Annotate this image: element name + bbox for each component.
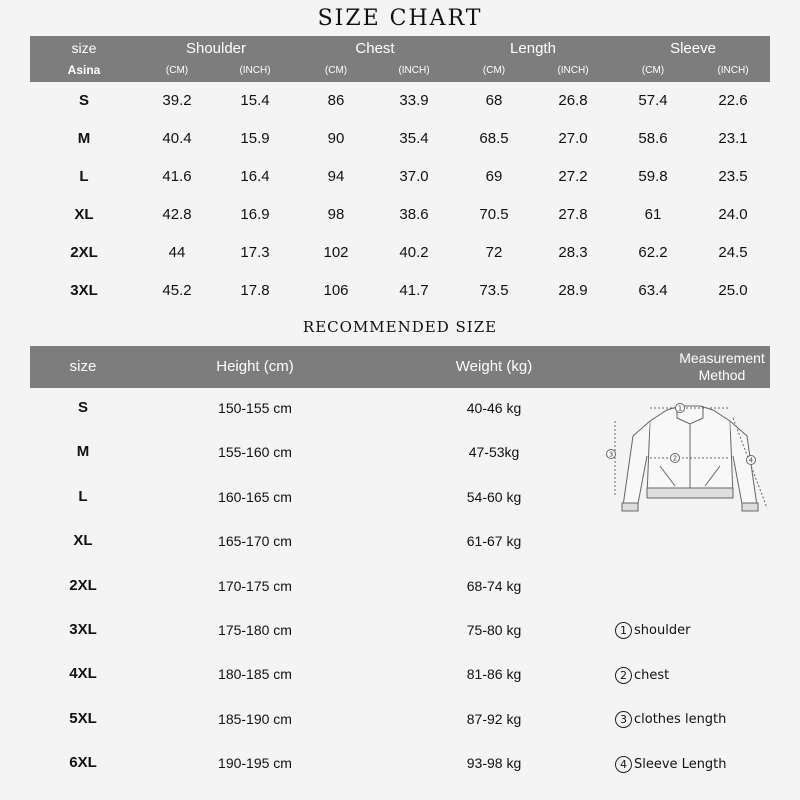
legend-number-icon: 4: [615, 756, 632, 773]
table-row: [30, 272, 770, 310]
table-row: [30, 430, 630, 474]
measurement-cell: 24.0: [718, 206, 748, 223]
recommended-title: RECOMMENDED SIZE: [302, 318, 498, 336]
measurement-cell: 37.0: [399, 168, 429, 185]
measurement-cell: 33.9: [399, 92, 429, 109]
height-cell: 165-170 cm: [218, 533, 292, 550]
table-row: [30, 158, 770, 196]
diagram-mark-1: 1: [677, 404, 683, 413]
weight-cell: 61-67 kg: [466, 533, 522, 550]
header-weight: Weight (kg): [455, 358, 533, 375]
unit-label: (INCH): [717, 65, 749, 76]
size-cell: L: [79, 168, 89, 185]
measurement-cell: 90: [327, 130, 345, 147]
measurement-cell: 73.5: [479, 282, 509, 299]
height-cell: 175-180 cm: [218, 622, 292, 638]
legend-number-icon: 1: [615, 622, 632, 639]
legend-number-icon: 3: [615, 711, 632, 728]
measurement-cell: 58.6: [638, 130, 668, 147]
legend-label: clothes length: [634, 712, 727, 727]
header-measurement-method: [667, 350, 777, 384]
measurement-cell: 22.6: [718, 92, 748, 109]
weight-cell: 54-60 kg: [466, 488, 522, 505]
height-cell: 160-165 cm: [218, 488, 292, 505]
header-size: size: [69, 358, 97, 375]
table-row: [30, 120, 770, 158]
header-shoulder: Shoulder: [185, 40, 247, 57]
weight-cell: 68-74 kg: [466, 577, 522, 594]
measurement-cell: 23.5: [718, 168, 748, 185]
measurement-cell: 41.6: [162, 168, 192, 185]
weight-cell: 87-92 kg: [466, 710, 522, 727]
legend-label: Sleeve Length: [634, 756, 727, 772]
measurement-cell: 27.8: [558, 206, 588, 223]
size-cell: 2XL: [70, 244, 98, 261]
legend-number-icon: 2: [615, 667, 632, 684]
measurement-cell: 40.2: [399, 244, 429, 261]
method-line1: Measurement: [679, 350, 765, 366]
legend-item: [615, 711, 726, 728]
table-row: [30, 196, 770, 234]
size-chart-title: SIZE CHART: [317, 6, 483, 31]
jacket-diagram-icon: [605, 396, 775, 521]
recommended-header: [30, 346, 770, 388]
measurement-cell: 26.8: [558, 92, 588, 109]
unit-label: (CM): [482, 65, 506, 76]
measurement-cell: 23.1: [718, 130, 748, 147]
unit-label: (CM): [641, 65, 665, 76]
table-row: [30, 234, 770, 272]
size-cell: S: [77, 399, 89, 416]
legend-item: [615, 622, 690, 639]
measurement-cell: 57.4: [638, 92, 668, 109]
table-row: [30, 82, 770, 120]
measurement-cell: 69: [485, 168, 503, 185]
measurement-cell: 15.4: [240, 92, 270, 109]
size-cell: 3XL: [70, 282, 98, 299]
measurement-cell: 98: [327, 206, 345, 223]
height-cell: 185-190 cm: [218, 710, 292, 727]
height-cell: 190-195 cm: [218, 755, 292, 772]
diagram-mark-3: 3: [608, 450, 614, 459]
size-cell: 6XL: [69, 754, 97, 772]
measurement-cell: 62.2: [638, 244, 668, 261]
height-cell: 180-185 cm: [218, 666, 292, 683]
measurement-cell: 63.4: [638, 282, 668, 299]
weight-cell: 81-86 kg: [466, 666, 522, 683]
measurement-cell: 25.0: [718, 282, 748, 299]
table-row: [30, 475, 630, 519]
measurement-cell: 68.5: [479, 130, 509, 147]
measurement-cell: 86: [327, 92, 345, 109]
measurement-cell: 70.5: [479, 206, 509, 223]
measurement-cell: 24.5: [718, 244, 748, 261]
measurement-cell: 16.9: [240, 206, 270, 223]
measurement-cell: 17.8: [240, 282, 270, 299]
weight-cell: 40-46 kg: [466, 400, 522, 416]
table-row: [30, 519, 630, 563]
header-chest: Chest: [355, 40, 395, 57]
measurement-cell: 41.7: [399, 282, 429, 299]
header-height: Height (cm): [216, 358, 294, 375]
measurement-cell: 61: [644, 206, 662, 223]
unit-label: (INCH): [239, 65, 271, 76]
weight-cell: 75-80 kg: [466, 622, 522, 638]
size-cell: XL: [74, 206, 94, 223]
size-cell: M: [76, 443, 90, 461]
unit-label: (INCH): [557, 65, 589, 76]
size-cell: 2XL: [69, 576, 97, 594]
height-cell: 170-175 cm: [218, 577, 292, 594]
size-cell: M: [77, 130, 91, 147]
table-row: [30, 564, 630, 608]
measurement-cell: 102: [323, 244, 349, 261]
legend-label: shoulder: [634, 623, 691, 638]
measurement-cell: 106: [323, 282, 349, 299]
header-size-label: size: [71, 40, 97, 56]
size-cell: 4XL: [69, 665, 97, 683]
measurement-cell: 42.8: [162, 206, 192, 223]
measurement-cell: 15.9: [240, 130, 270, 147]
table-row: [30, 608, 630, 652]
size-cell: 3XL: [69, 621, 97, 638]
measurement-cell: 27.0: [558, 130, 588, 147]
diagram-mark-4: 4: [748, 456, 754, 465]
measurement-cell: 27.2: [558, 168, 588, 185]
measurement-cell: 28.9: [558, 282, 588, 299]
measurement-cell: 35.4: [399, 130, 429, 147]
header-length: Length: [510, 40, 556, 57]
measurement-cell: 59.8: [638, 168, 668, 185]
table-row: [30, 697, 630, 741]
method-line2: Method: [698, 367, 746, 383]
measurement-cell: 94: [327, 168, 345, 185]
unit-label: (CM): [165, 65, 189, 76]
size-cell: L: [78, 487, 88, 505]
measurement-cell: 68: [485, 92, 503, 109]
height-cell: 155-160 cm: [218, 444, 292, 461]
size-cell: S: [78, 92, 90, 109]
legend-item: [615, 667, 669, 684]
legend-item: [615, 756, 727, 773]
unit-label: (CM): [324, 65, 348, 76]
legend-label: chest: [634, 667, 670, 683]
measurement-cell: 40.4: [162, 130, 192, 147]
measurement-cell: 16.4: [240, 168, 270, 185]
table-row: [30, 386, 630, 430]
weight-cell: 47-53kg: [468, 444, 520, 461]
weight-cell: 93-98 kg: [466, 755, 522, 772]
measurement-cell: 39.2: [162, 92, 192, 109]
size-chart-header: [30, 36, 770, 82]
size-cell: XL: [73, 532, 93, 550]
measurement-cell: 28.3: [558, 244, 588, 261]
measurement-cell: 17.3: [240, 244, 270, 261]
height-cell: 150-155 cm: [218, 400, 292, 416]
unit-label: (INCH): [398, 65, 430, 76]
measurement-cell: 44: [168, 244, 186, 261]
measurement-cell: 38.6: [399, 206, 429, 223]
size-cell: 5XL: [69, 709, 97, 727]
table-row: [30, 652, 630, 696]
header-sleeve: Sleeve: [670, 40, 716, 57]
measurement-cell: 45.2: [162, 282, 192, 299]
diagram-mark-2: 2: [672, 454, 678, 463]
measurement-cell: 72: [485, 244, 503, 261]
table-row: [30, 741, 630, 785]
header-asina-label: Asina: [67, 63, 101, 77]
